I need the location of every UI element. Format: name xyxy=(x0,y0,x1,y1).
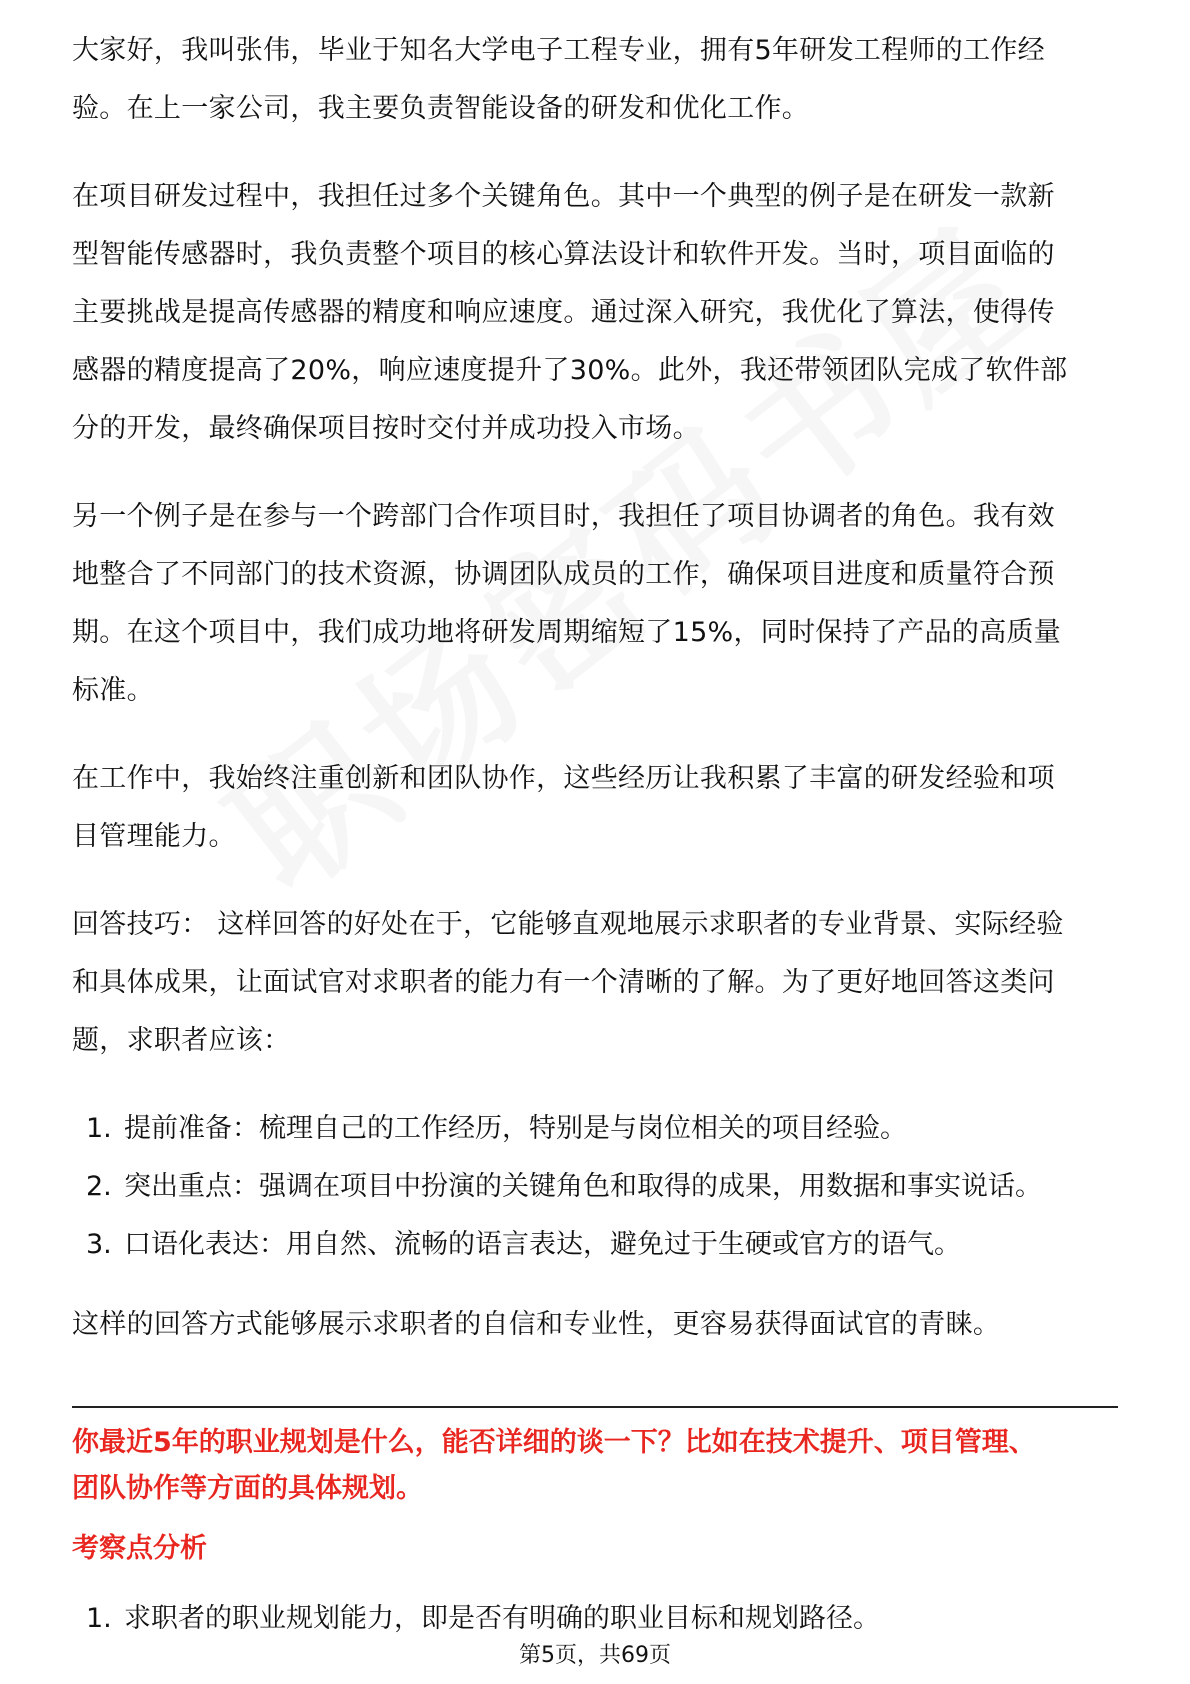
paragraph-line: 主要挑战是提高传感器的精度和响应速度。通过深入研究，我优化了算法，使得传 xyxy=(72,297,1055,328)
paragraph-line: 分的开发，最终确保项目按时交付并成功投入市场。 xyxy=(72,413,700,444)
paragraph-line: 感器的精度提高了20%，响应速度提升了30%。此外，我还带领团队完成了软件部 xyxy=(72,355,1068,386)
list-number: 3. xyxy=(86,1229,112,1260)
next-question-block xyxy=(72,1420,1118,1648)
paragraph-line: 型智能传感器时，我负责整个项目的核心算法设计和软件开发。当时，项目面临的 xyxy=(72,239,1055,270)
list-number: 2. xyxy=(86,1171,112,1202)
list-item xyxy=(72,1158,1118,1216)
analysis-heading: 考察点分析 xyxy=(72,1533,207,1564)
section-divider xyxy=(72,1406,1118,1408)
question-line-1: 你最近5年的职业规划是什么，能否详细的谈一下？比如在技术提升、项目管理、 xyxy=(72,1427,1036,1458)
list-text: 突出重点：强调在项目中扮演的关键角色和取得的成果，用数据和事实说话。 xyxy=(124,1171,1042,1202)
list-text: 口语化表达：用自然、流畅的语言表达，避免过于生硬或官方的语气。 xyxy=(124,1229,961,1260)
paragraph-cross-team-example xyxy=(72,488,1118,720)
answer-tips xyxy=(72,896,1118,1070)
paragraph-line: 期。在这个项目中，我们成功地将研发周期缩短了15%，同时保持了产品的高质量 xyxy=(72,617,1062,648)
list-number: 1. xyxy=(86,1113,112,1144)
intro-line-1: 验。在上一家公司，我主要负责智能设备的研发和优化工作。 xyxy=(72,93,810,124)
conclusion: 这样的回答方式能够展示求职者的自信和专业性，更容易获得面试官的青睐。 xyxy=(72,1309,1001,1340)
paragraph-line: 和具体成果，让面试官对求职者的能力有一个清晰的了解。为了更好地回答这类问 xyxy=(72,967,1055,998)
paragraph-project-example xyxy=(72,168,1118,458)
paragraph-line: 目管理能力。 xyxy=(72,821,236,852)
tips-list xyxy=(72,1100,1118,1274)
list-number: 1. xyxy=(86,1603,112,1634)
list-item xyxy=(72,1100,1118,1158)
paragraph-line: 地整合了不同部门的技术资源，协调团队成员的工作，确保项目进度和质量符合预 xyxy=(72,559,1055,590)
paragraph-line: 题，求职者应该： xyxy=(72,1025,291,1056)
answer-content xyxy=(72,22,1118,1354)
list-text: 求职者的职业规划能力，即是否有明确的职业目标和规划路径。 xyxy=(124,1603,880,1634)
paragraph-line: 标准。 xyxy=(72,675,154,706)
list-item xyxy=(72,1216,1118,1274)
intro-line-0: 大家好，我叫张伟，毕业于知名大学电子工程专业，拥有5年研发工程师的工作经 xyxy=(72,35,1045,66)
paragraph-line: 在项目研发过程中，我担任过多个关键角色。其中一个典型的例子是在研发一款新 xyxy=(72,181,1055,212)
question-line-2: 团队协作等方面的具体规划。 xyxy=(72,1473,423,1504)
paragraph-summary xyxy=(72,750,1118,866)
paragraph-line: 回答技巧： 这样回答的好处在于，它能够直观地展示求职者的专业背景、实际经验 xyxy=(72,909,1064,940)
page-number: 第5页，共69页 xyxy=(519,1643,671,1668)
paragraph-line: 另一个例子是在参与一个跨部门合作项目时，我担任了项目协调者的角色。我有效 xyxy=(72,501,1055,532)
paragraph-line: 在工作中，我始终注重创新和团队协作，这些经历让我积累了丰富的研发经验和项 xyxy=(72,763,1055,794)
list-text: 提前准备：梳理自己的工作经历，特别是与岗位相关的项目经验。 xyxy=(124,1113,907,1144)
